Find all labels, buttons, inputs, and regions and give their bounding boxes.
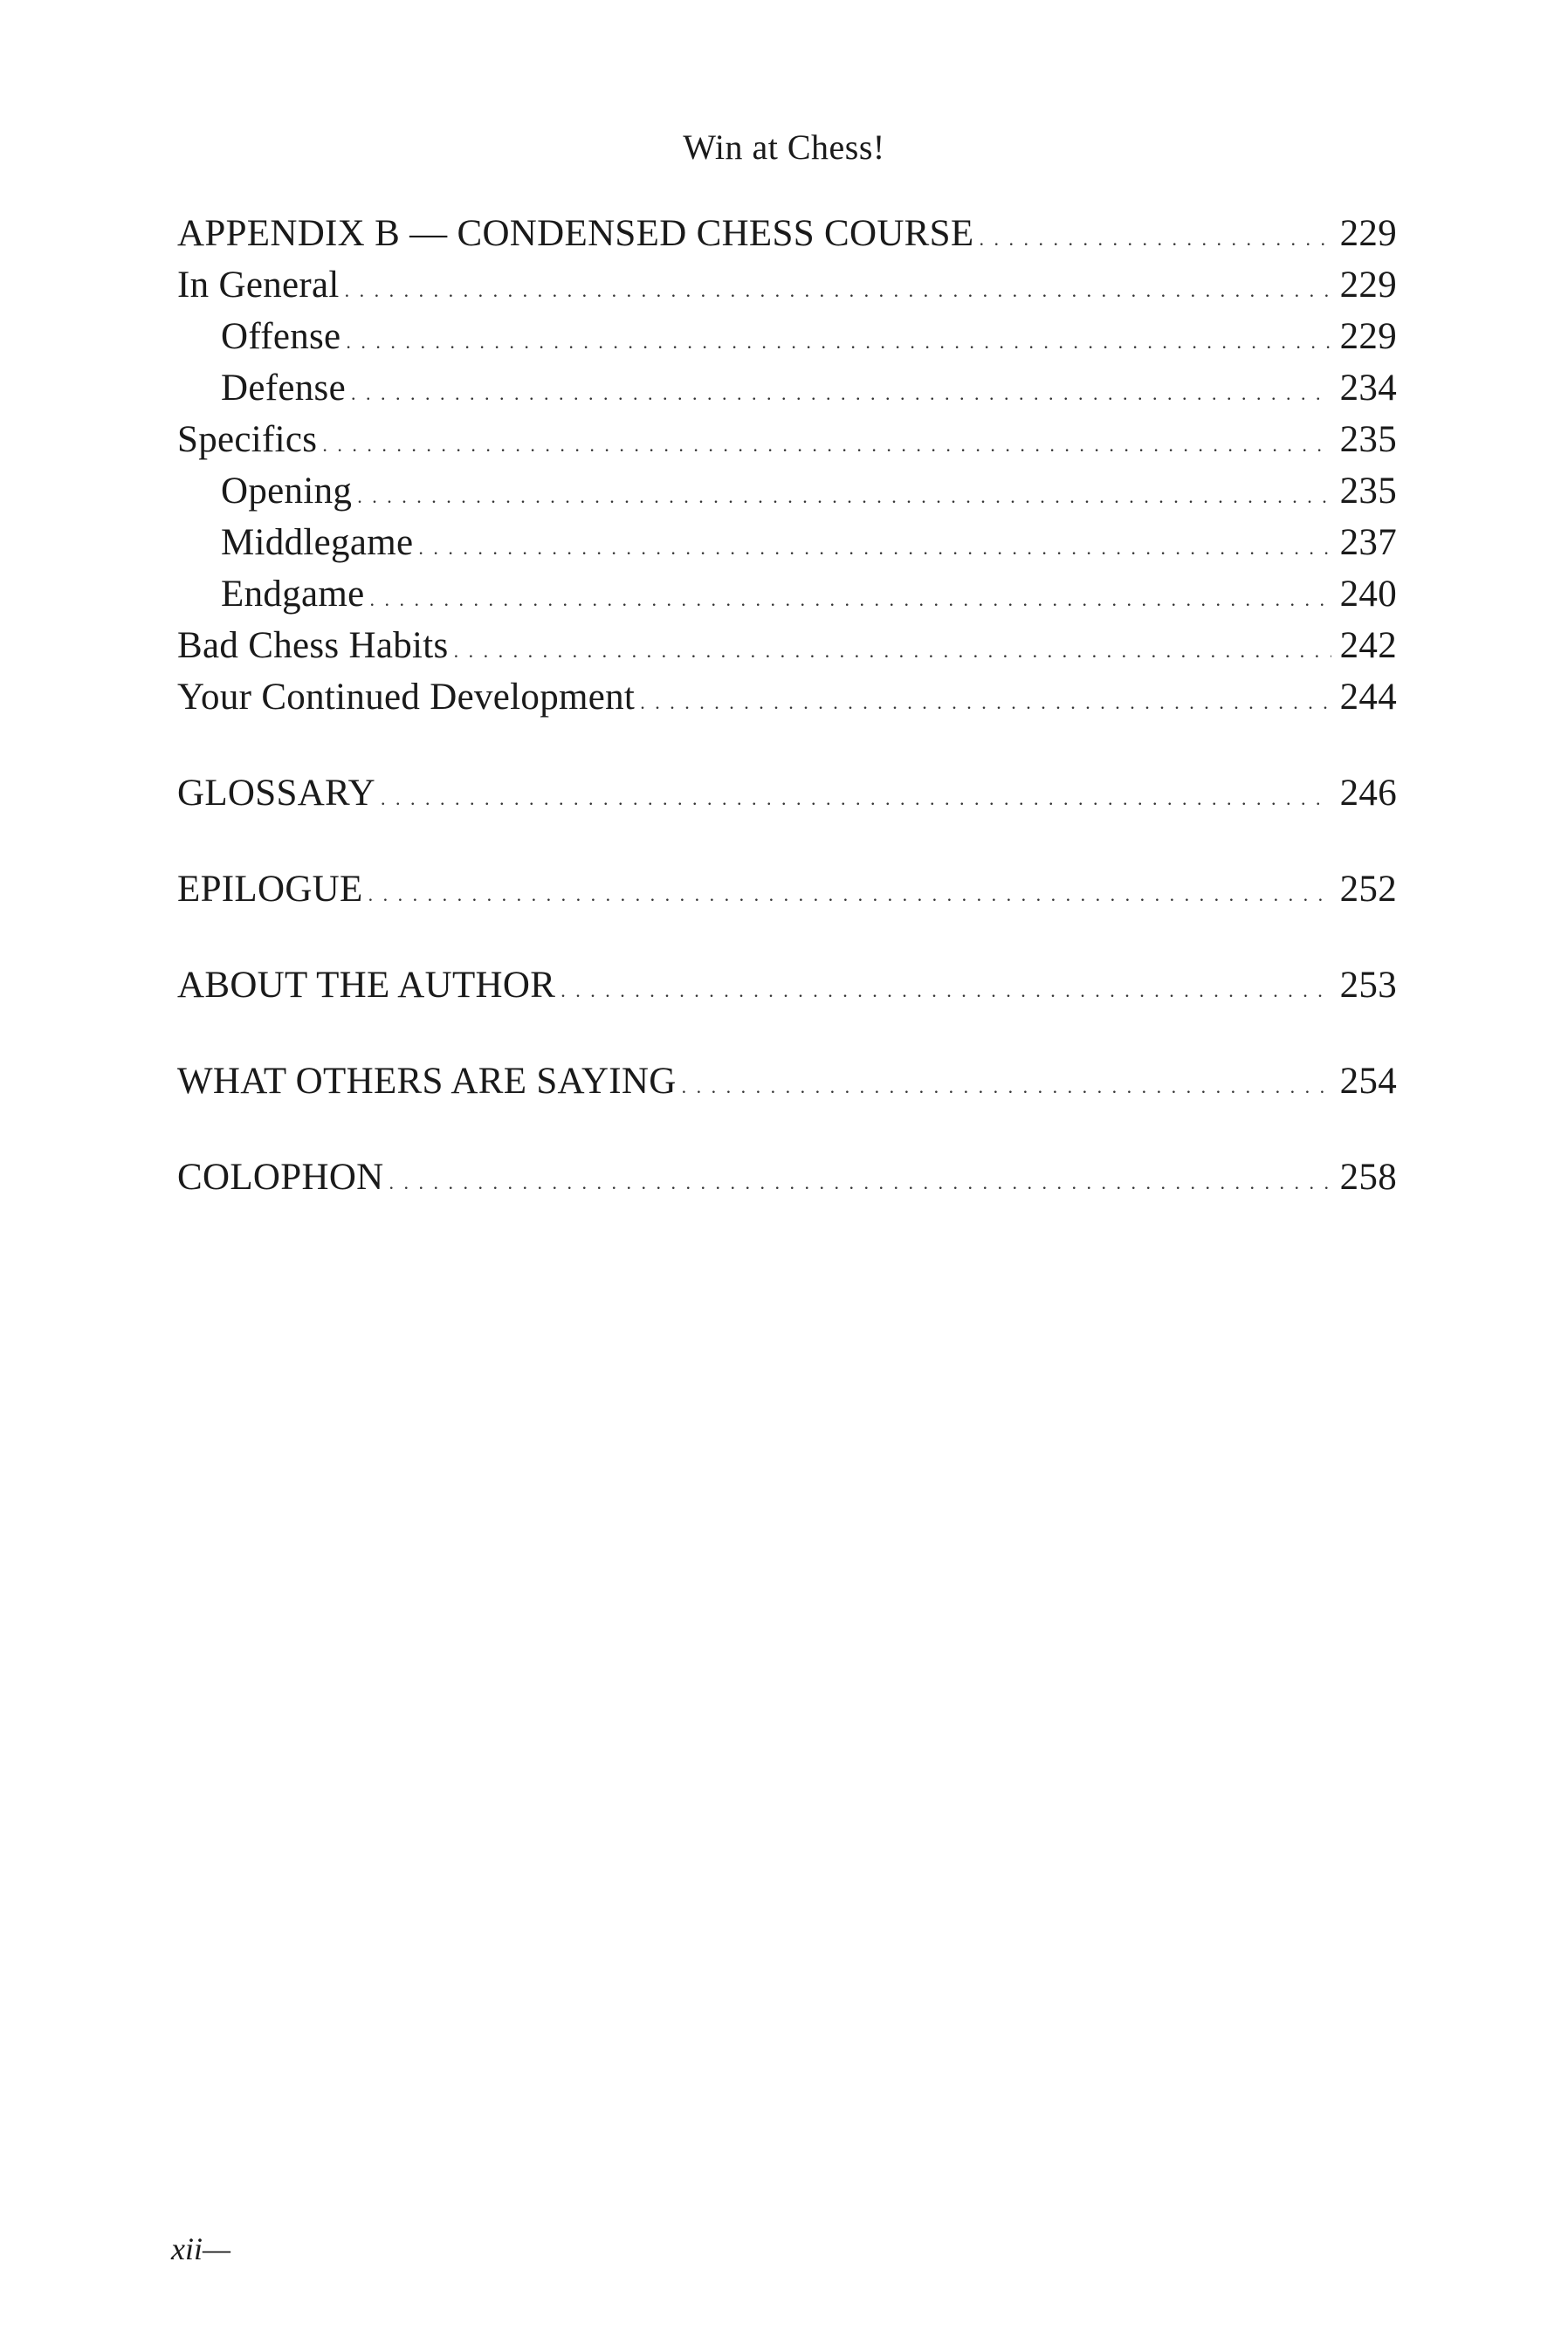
toc-entry-page: 235 bbox=[1339, 419, 1397, 460]
toc-entry bbox=[177, 671, 1397, 723]
toc-entry bbox=[177, 517, 1397, 568]
toc-entry bbox=[177, 767, 1397, 819]
toc-entry-page: 244 bbox=[1339, 677, 1397, 718]
toc-entry-page: 252 bbox=[1339, 869, 1397, 910]
toc-entry-title: Middlegame bbox=[221, 522, 414, 563]
dot-leader bbox=[345, 265, 1331, 316]
toc-entry bbox=[177, 1055, 1397, 1107]
toc-entry-title: Offense bbox=[221, 316, 341, 357]
toc-entry bbox=[177, 465, 1397, 517]
toc-entry bbox=[177, 620, 1397, 671]
toc-entry bbox=[177, 208, 1397, 259]
dot-leader bbox=[418, 522, 1331, 574]
dot-leader bbox=[368, 869, 1331, 920]
toc-entry-page: 242 bbox=[1339, 625, 1397, 666]
toc-entry-title: Opening bbox=[221, 471, 353, 512]
toc-entry-page: 229 bbox=[1339, 265, 1397, 306]
toc-entry-title: In General bbox=[177, 265, 340, 306]
toc-entry bbox=[177, 259, 1397, 311]
toc-entry-page: 235 bbox=[1339, 471, 1397, 512]
dot-leader bbox=[682, 1061, 1331, 1112]
toc-entry-title: Specifics bbox=[177, 419, 318, 460]
toc-entry-page: 237 bbox=[1339, 522, 1397, 563]
toc-entry bbox=[177, 568, 1397, 620]
toc-entry-title: Your Continued Development bbox=[177, 677, 636, 718]
toc-entry-page: 254 bbox=[1339, 1061, 1397, 1102]
toc-entry-page: 229 bbox=[1339, 316, 1397, 357]
toc-entry-title: EPILOGUE bbox=[177, 869, 363, 910]
table-of-contents bbox=[177, 208, 1397, 1203]
dot-leader bbox=[560, 965, 1331, 1016]
dot-leader bbox=[351, 368, 1331, 419]
toc-entry-page: 258 bbox=[1339, 1157, 1397, 1198]
dot-leader bbox=[381, 773, 1331, 824]
toc-entry-title: WHAT OTHERS ARE SAYING bbox=[177, 1061, 677, 1102]
toc-entry-title: COLOPHON bbox=[177, 1157, 384, 1198]
dot-leader bbox=[640, 677, 1331, 728]
toc-entry bbox=[177, 311, 1397, 362]
toc-entry-title: ABOUT THE AUTHOR bbox=[177, 965, 556, 1006]
page-number: xii— bbox=[171, 2231, 230, 2266]
toc-entry-title: Defense bbox=[221, 368, 346, 409]
toc-entry-page: 229 bbox=[1339, 213, 1397, 254]
toc-entry-title: Bad Chess Habits bbox=[177, 625, 449, 666]
toc-entry bbox=[177, 1151, 1397, 1203]
toc-entry-title: APPENDIX B — CONDENSED CHESS COURSE bbox=[177, 213, 974, 254]
toc-entry-title: Endgame bbox=[221, 574, 365, 615]
toc-entry-page: 234 bbox=[1339, 368, 1397, 409]
toc-entry-page: 253 bbox=[1339, 965, 1397, 1006]
dot-leader bbox=[346, 316, 1331, 368]
toc-entry-page: 246 bbox=[1339, 773, 1397, 814]
toc-entry bbox=[177, 863, 1397, 915]
toc-entry bbox=[177, 959, 1397, 1011]
toc-entry-page: 240 bbox=[1339, 574, 1397, 615]
toc-entry bbox=[177, 362, 1397, 414]
dot-leader bbox=[322, 419, 1331, 471]
toc-entry bbox=[177, 414, 1397, 465]
dot-leader bbox=[979, 213, 1331, 265]
running-head: Win at Chess! bbox=[683, 127, 885, 167]
dot-leader bbox=[369, 574, 1331, 625]
dot-leader bbox=[357, 471, 1331, 522]
toc-entry-title: GLOSSARY bbox=[177, 773, 376, 814]
dot-leader bbox=[454, 625, 1331, 677]
dot-leader bbox=[389, 1157, 1331, 1208]
